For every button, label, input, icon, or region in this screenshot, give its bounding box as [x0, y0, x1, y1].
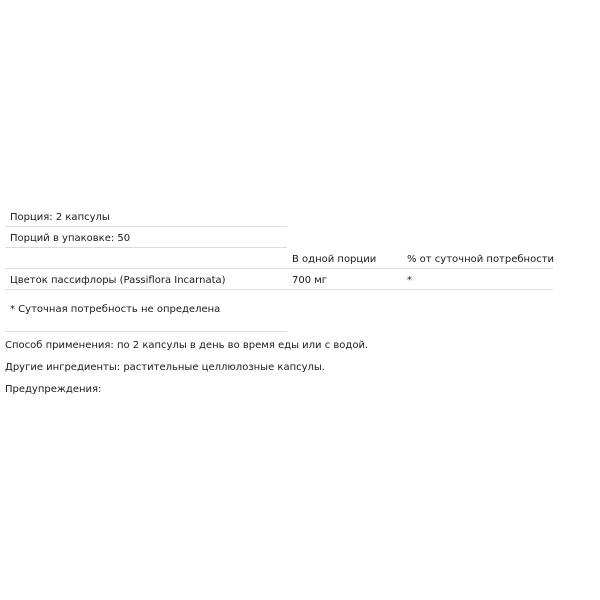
per-serving-header: В одной порции: [292, 254, 377, 265]
servings-per-container-row: [5, 227, 287, 248]
product-directions: [5, 340, 600, 406]
serving-size: Порция: 2 капсулы: [10, 212, 110, 223]
warnings-text: Предупреждения:: [5, 384, 102, 395]
ingredient-name: Цветок пассифлоры (Passiflora Incarnata): [10, 275, 226, 286]
product-info-panel: [0, 206, 600, 406]
footnote: * Суточная потребность не определена: [10, 304, 221, 315]
other-ingredients-text: Другие ингредиенты: растительные целлюлозные капсулы.: [5, 362, 325, 373]
directions-text: Способ применения: по 2 капсулы в день во время еды или с водой.: [5, 340, 369, 351]
footnote-row: [5, 290, 287, 332]
table-header-row: [5, 248, 553, 269]
ingredient-amount: 700 мг: [292, 275, 328, 286]
table-row: [5, 269, 553, 290]
serving-size-row: [5, 206, 287, 227]
daily-value-header: % от суточной потребности: [407, 254, 555, 265]
ingredient-daily-value: *: [407, 275, 412, 286]
servings-per-container: Порций в упаковке: 50: [10, 233, 131, 244]
supplement-facts-table: [5, 206, 553, 332]
